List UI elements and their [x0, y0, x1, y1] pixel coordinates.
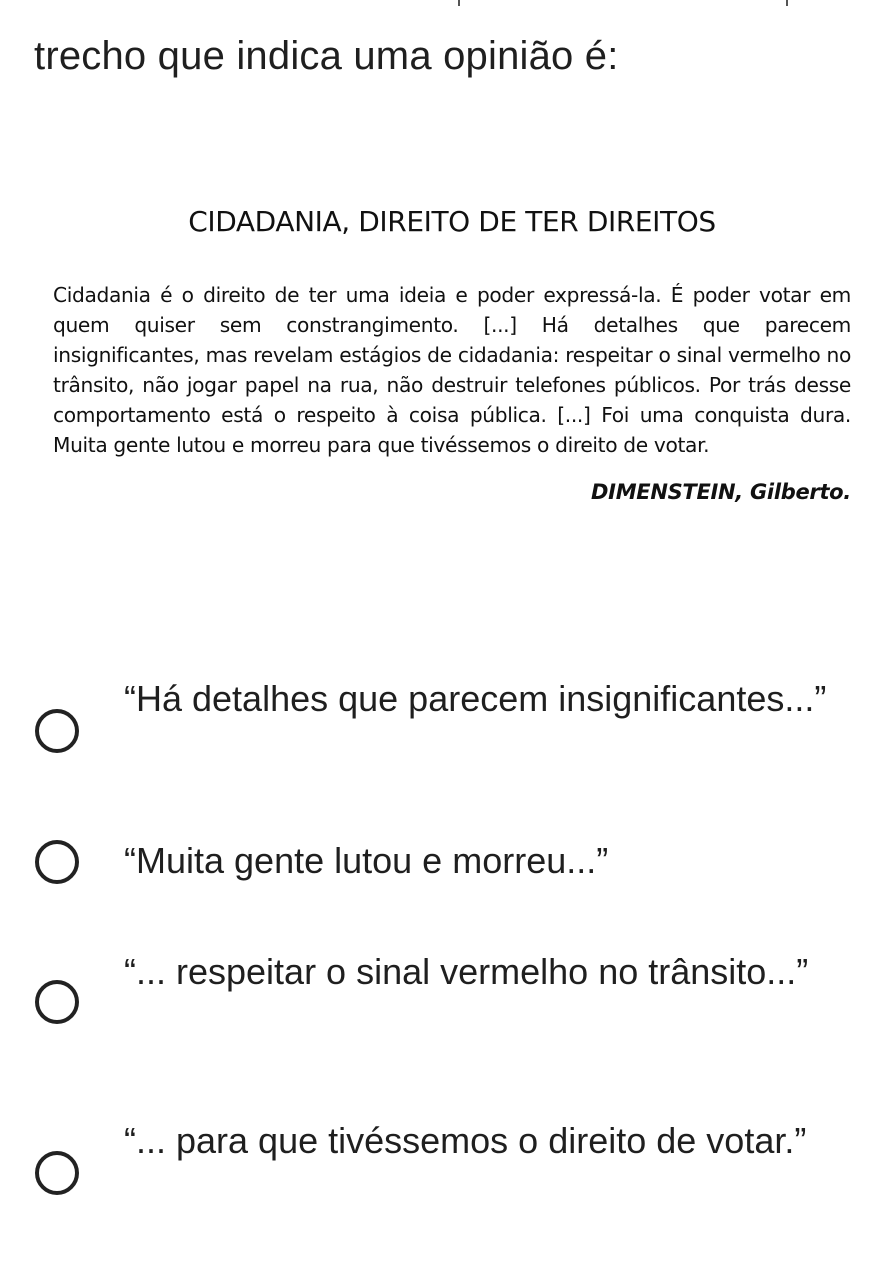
answer-option-2[interactable]	[0, 827, 883, 895]
excerpt-author: DIMENSTEIN, Gilberto.	[591, 480, 851, 504]
answer-option-4[interactable]	[0, 1109, 883, 1237]
answer-option-label[interactable]: “Muita gente lutou e morreu...”	[124, 840, 609, 881]
question-text: trecho que indica uma opinião é:	[34, 34, 619, 78]
answer-option-3[interactable]	[0, 940, 883, 1068]
radio-button-2[interactable]	[35, 840, 79, 884]
answer-option-1[interactable]	[0, 667, 883, 795]
excerpt-body: Cidadania é o direito de ter uma ideia e poder expressá-la. É poder votar em quem quiser sem constrangimento. [...] Há detalhes que parecem insignificantes, mas revelam estágios de cidadania: respeitar o sinal vermelho no trânsito, não jogar papel na rua, não destruir telefones públicos. Por trás desse comportamento está o respeito à coisa pública. [...] Foi uma conquista dura. Muita gente lutou e morreu para que tivéssemos o direito de votar.	[53, 283, 851, 457]
answer-option-label[interactable]: “Há detalhes que parecem insignificantes...”	[124, 678, 827, 719]
radio-button-1[interactable]	[35, 709, 79, 753]
radio-button-3[interactable]	[35, 980, 79, 1024]
text-excerpt	[53, 200, 851, 504]
answer-option-label[interactable]: “... para que tivéssemos o direito de votar.”	[124, 1120, 807, 1161]
answer-option-label[interactable]: “... respeitar o sinal vermelho no trânsito...”	[124, 951, 809, 992]
excerpt-title: CIDADANIA, DIREITO DE TER DIREITOS	[188, 205, 716, 238]
previous-content-cutoff	[0, 0, 883, 8]
radio-button-4[interactable]	[35, 1151, 79, 1195]
